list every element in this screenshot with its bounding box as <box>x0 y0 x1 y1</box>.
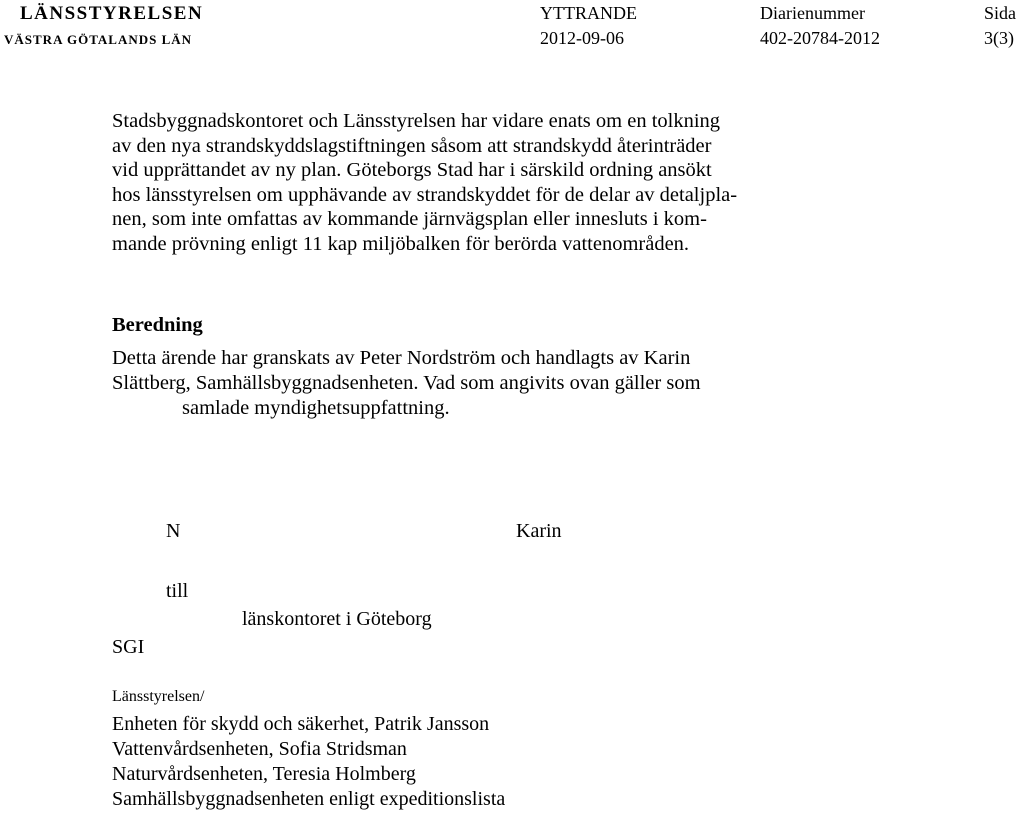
page-label: Sida <box>984 3 1017 23</box>
distribution-item: Samhällsbyggnadsenheten enligt expeditionslista <box>112 788 506 810</box>
doc-type-label: YTTRANDE <box>540 3 637 23</box>
distribution-item: Enheten för skydd och säkerhet, Patrik Jansson <box>112 713 490 735</box>
signature-left: N <box>166 520 181 542</box>
distribution-item: Naturvårdsenheten, Teresia Holmberg <box>112 763 416 785</box>
beredning-line: Detta ärende har granskats av Peter Nordström och handlagts av Karin <box>112 347 691 369</box>
distribution-list <box>112 712 505 812</box>
page-number: 3(3) <box>984 28 1014 48</box>
paragraph-line: hos länsstyrelsen om upphävande av strandskyddet för de delar av detaljpla- <box>112 183 738 206</box>
distribution-heading: Länsstyrelsen/ <box>112 688 205 705</box>
diarie-value: 402-20784-2012 <box>760 28 880 48</box>
copy-sgi: SGI <box>112 636 145 658</box>
paragraph-line: Stadsbyggnadskontoret och Länsstyrelsen har vidare enats om en tolkning <box>112 110 721 132</box>
main-paragraph <box>112 109 737 256</box>
signature-right: Karin <box>516 520 562 542</box>
paragraph-line: nen, som inte omfattas av kommande järnvägsplan eller innesluts i kom- <box>112 208 707 230</box>
org-county: VÄSTRA GÖTALANDS LÄN <box>4 32 193 47</box>
paragraph-line: mande prövning enligt 11 kap miljöbalken för berörda vattenområden. <box>112 232 690 255</box>
diarie-label: Diarienummer <box>760 3 865 23</box>
distribution-item: Vattenvårdsenheten, Sofia Stridsman <box>112 738 407 760</box>
paragraph-line: av den nya strandskyddslagstiftningen såsom att strandskydd återinträder <box>112 134 712 157</box>
doc-date: 2012-09-06 <box>540 28 624 48</box>
beredning-line: samlade myndighetsuppfattning. <box>182 397 450 419</box>
copy-lanskontoret: länskontoret i Göteborg <box>242 608 432 630</box>
paragraph-line: vid upprättandet av ny plan. Göteborgs Stad har i särskild ordning ansökt <box>112 159 712 181</box>
beredning-heading: Beredning <box>112 314 203 336</box>
copy-till-label: till <box>166 580 189 602</box>
beredning-line: Slättberg, Samhällsbyggnadsenheten. Vad som angivits ovan gäller som <box>112 372 701 394</box>
beredning-paragraph <box>112 346 701 421</box>
org-name: LÄNSSTYRELSEN <box>20 3 204 24</box>
